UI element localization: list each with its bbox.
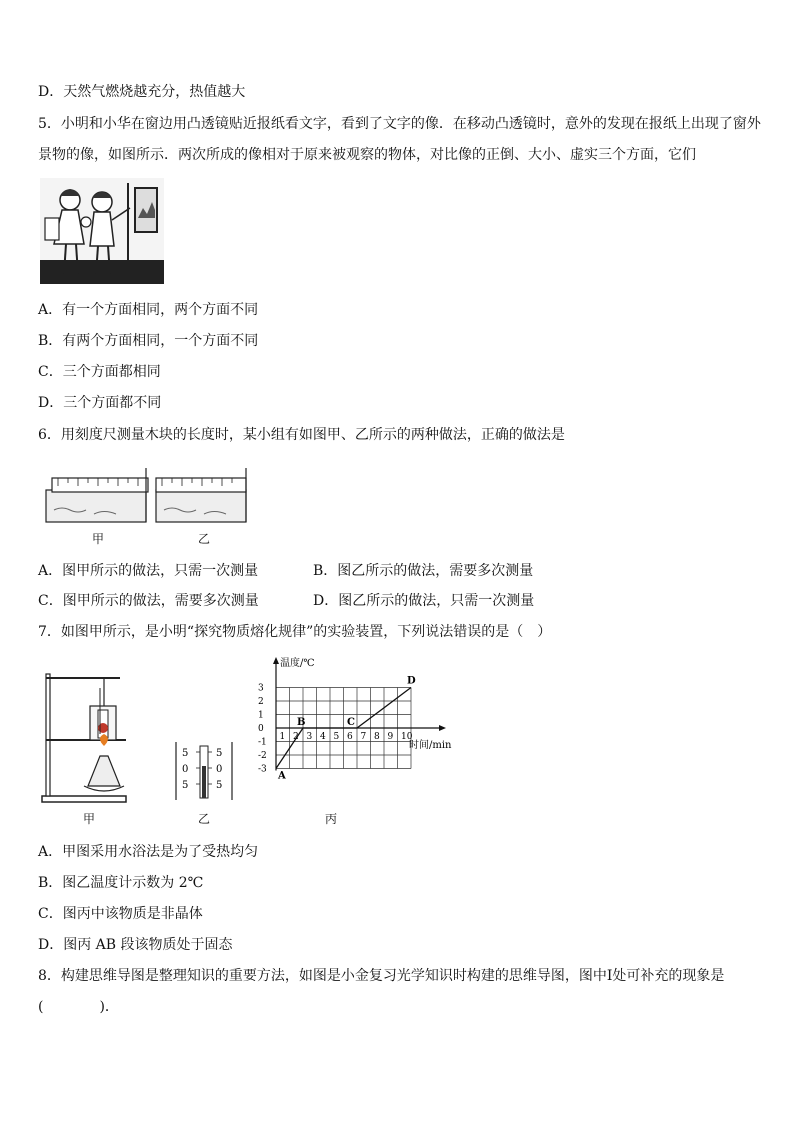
q7-option-b: B．图乙温度计示数为 2℃ — [38, 875, 204, 891]
thermo-right-tick-3: 5 — [216, 780, 223, 791]
q6-label-jia: 甲 — [92, 532, 105, 546]
point-label-c: C — [347, 717, 355, 728]
q5-option-c: C．三个方面都相同 — [38, 364, 161, 380]
q6-option-a: A．图甲所示的做法，只需一次测量 — [38, 563, 259, 579]
q5-option-d: D．三个方面都不同 — [38, 395, 162, 411]
q7-figure-yi-thermometer — [174, 740, 234, 804]
q6-option-c: C．图甲所示的做法，需要多次测量 — [38, 593, 259, 609]
point-label-a: A — [278, 770, 286, 782]
q7-label-yi: 乙 — [198, 812, 211, 826]
q7-figure-jia-apparatus — [40, 668, 128, 804]
q7-label-bing: 丙 — [325, 812, 338, 826]
x-tick-label: 2 — [293, 732, 299, 742]
q6-option-d: D．图乙所示的做法，只需一次测量 — [313, 593, 535, 609]
y-tick-label: -2 — [258, 751, 267, 761]
y-tick-label: -3 — [258, 764, 267, 775]
q8-stem-line2: ( )． — [38, 999, 119, 1015]
y-tick-label: 2 — [258, 697, 264, 707]
q6-figure-jia-ruler — [44, 466, 150, 524]
y-axis-arrow — [273, 657, 279, 664]
thermo-left-tick-1: 5 — [182, 748, 189, 759]
q7-option-c: C．图丙中该物质是非晶体 — [38, 906, 203, 922]
q5-option-b: B．有两个方面相同，一个方面不同 — [38, 333, 259, 349]
y-tick-label: -1 — [258, 737, 267, 748]
q6-option-b: B．图乙所示的做法，需要多次测量 — [313, 563, 534, 579]
x-tick-label: 4 — [320, 732, 326, 742]
x-tick-label: 5 — [333, 732, 340, 742]
q6-figure-yi-ruler — [154, 466, 250, 524]
x-tick-label: 9 — [387, 732, 394, 742]
q5-option-a: A．有一个方面相同，两个方面不同 — [38, 302, 259, 318]
x-tick-label: 7 — [360, 732, 367, 742]
point-label-d: D — [407, 675, 416, 687]
thermo-right-tick-2: 0 — [216, 764, 223, 775]
thermo-left-tick-2: 0 — [182, 764, 189, 775]
x-axis-label: 时间/min — [409, 740, 452, 751]
q5-figure-children-with-lens — [40, 178, 164, 284]
thermo-right-tick-1: 5 — [216, 748, 223, 759]
q7-stem: 7．如图甲所示，是小明“探究物质熔化规律”的实验装置，下列说法错误的是（ ） — [38, 624, 552, 640]
x-axis-arrow — [439, 725, 446, 731]
x-tick-label: 3 — [306, 732, 313, 742]
q7-figure-bing-chart — [256, 652, 506, 782]
point-label-b: B — [297, 717, 306, 728]
q8-stem-line1: 8．构建思维导图是整理知识的重要方法，如图是小金复习光学知识时构建的思维导图，图中Ⅰ处可补充的现象是 — [38, 968, 725, 984]
q7-option-a: A．甲图采用水浴法是为了受热均匀 — [38, 844, 259, 860]
q7-label-jia: 甲 — [83, 812, 96, 826]
q5-stem-line1: 5．小明和小华在窗边用凸透镜贴近报纸看文字，看到了文字的像．在移动凸透镜时，意外的发现在报纸上出现了窗外 — [38, 116, 761, 132]
thermo-left-tick-3: 5 — [182, 780, 189, 791]
y-tick-label: 3 — [258, 683, 264, 694]
x-tick-label: 1 — [279, 732, 286, 742]
y-tick-label: 0 — [258, 724, 264, 734]
x-tick-label: 10 — [401, 732, 413, 742]
x-tick-label: 6 — [347, 732, 353, 742]
x-tick-label: 8 — [374, 732, 380, 742]
y-axis-label: 温度/℃ — [280, 658, 315, 669]
q6-stem: 6．用刻度尺测量木块的长度时，某小组有如图甲、乙所示的两种做法，正确的做法是 — [38, 427, 565, 443]
q6-label-yi: 乙 — [198, 532, 211, 546]
q5-stem-line2: 景物的像，如图所示．两次所成的像相对于原来被观察的物体，对比像的正倒、大小、虚实三个方面，它们 — [38, 147, 696, 163]
q7-option-d: D．图丙 AB 段该物质处于固态 — [38, 937, 233, 953]
q4-option-d: D．天然气燃烧越充分，热值越大 — [38, 84, 246, 100]
y-tick-label: 1 — [258, 710, 264, 721]
